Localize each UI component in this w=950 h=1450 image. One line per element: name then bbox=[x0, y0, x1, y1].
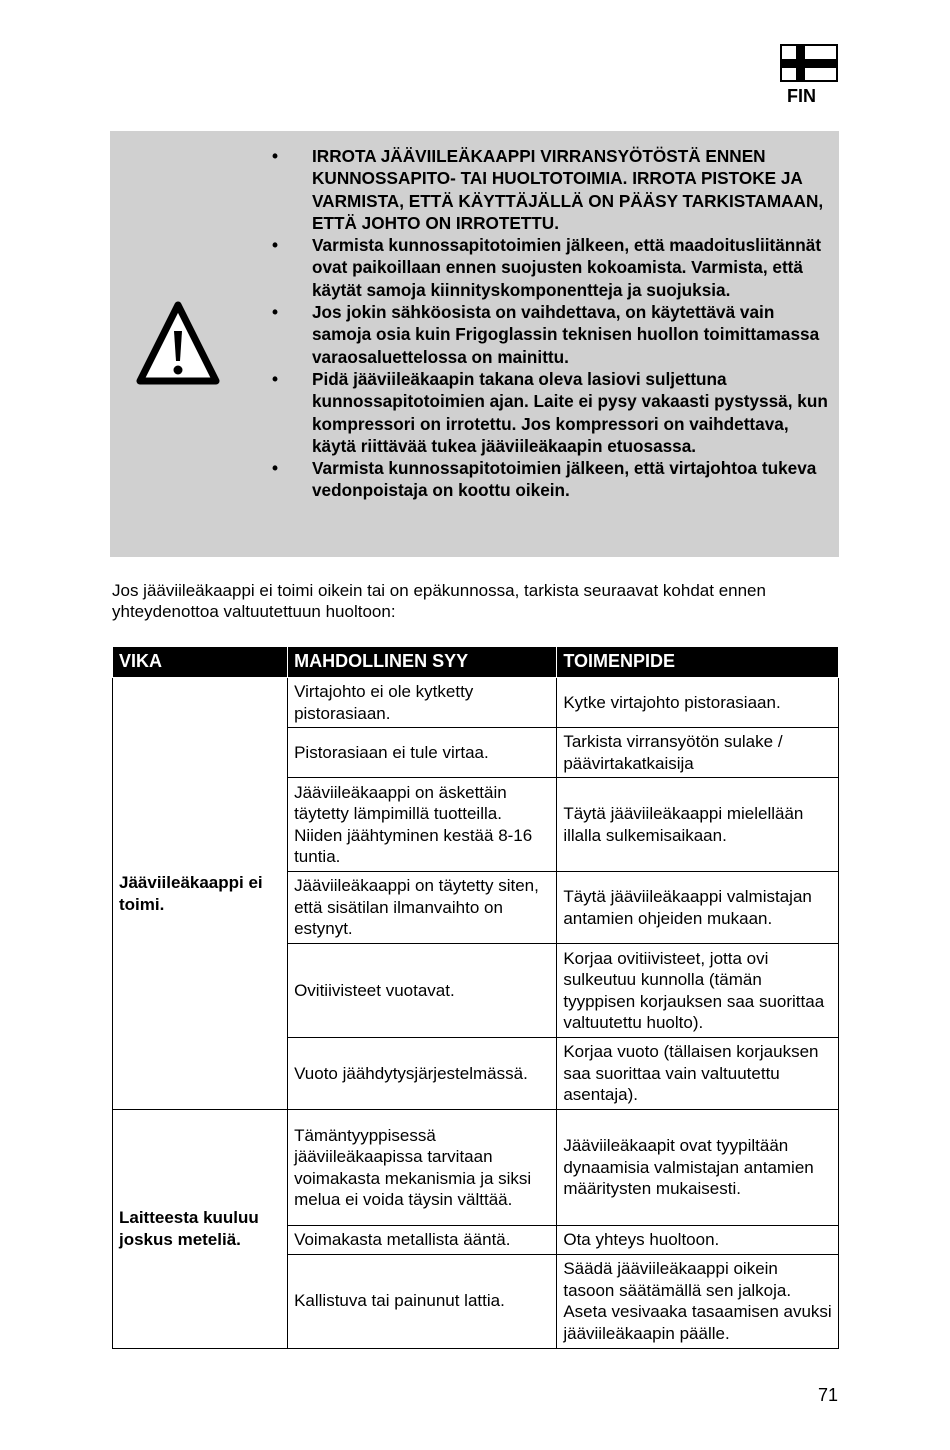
header-cause: MAHDOLLINEN SYY bbox=[288, 647, 557, 678]
action-cell: Jääviileäkaapit ovat tyypiltään dynaamisia valmistajan antamien määritysten mukaisesti. bbox=[557, 1110, 839, 1226]
troubleshooting-table bbox=[112, 646, 839, 1349]
cause-cell: Voimakasta metallista ääntä. bbox=[288, 1226, 557, 1255]
warning-item: • Jos jokin sähköosista on vaihdettava, on käytettävä vain samoja osia kuin Frigoglassin teknisen huollon toimittamassa varaosaluettelossa on mainittu. bbox=[272, 301, 832, 368]
table-row bbox=[113, 1110, 839, 1226]
table-row bbox=[113, 678, 839, 728]
warning-item: • Varmista kunnossapitotoimien jälkeen, että virtajohtoa tukeva vedonpoistaja on koottu oikein. bbox=[272, 457, 832, 502]
safety-warning-box bbox=[110, 131, 839, 557]
action-cell: Kytke virtajohto pistorasiaan. bbox=[557, 678, 839, 728]
cause-cell: Tämäntyyppisessä jääviileäkaapissa tarvitaan voimakasta mekanismia ja siksi melua ei voida täysin välttää. bbox=[288, 1110, 557, 1226]
action-cell: Täytä jääviileäkaappi mielellään illalla sulkemisaikaan. bbox=[557, 778, 839, 872]
cause-cell: Jääviileäkaappi on täytetty siten, että sisätilan ilmanvaihto on estynyt. bbox=[288, 872, 557, 944]
action-cell: Täytä jääviileäkaappi valmistajan antamien ohjeiden mukaan. bbox=[557, 872, 839, 944]
warning-item: • Varmista kunnossapitotoimien jälkeen, että maadoitusliitännät ovat paikoillaan ennen suojusten kokoamista. Varmista, että käytät samoja kiinnityskomponentteja ja suojuksia. bbox=[272, 234, 832, 301]
header-fault: VIKA bbox=[113, 647, 288, 678]
cause-cell: Kallistuva tai painunut lattia. bbox=[288, 1254, 557, 1348]
intro-paragraph: Jos jääviileäkaappi ei toimi oikein tai on epäkunnossa, tarkista seuraavat kohdat ennen yhteydenottoa valtuutettuun huoltoon: bbox=[112, 581, 766, 621]
action-cell: Säädä jääviileäkaappi oikein tasoon säätämällä sen jalkoja. Aseta vesivaaka tasaamisen avuksi jääviileäkaapin päälle. bbox=[557, 1254, 839, 1348]
action-cell: Korjaa vuoto (tällaisen korjauksen saa suorittaa vain valtuutettu asentaja). bbox=[557, 1038, 839, 1110]
header-action: TOIMENPIDE bbox=[557, 647, 839, 678]
cause-cell: Virtajohto ei ole kytketty pistorasiaan. bbox=[288, 678, 557, 728]
flag-cross-horizontal bbox=[782, 59, 836, 68]
warning-triangle-icon bbox=[136, 301, 246, 387]
cause-cell: Pistorasiaan ei tule virtaa. bbox=[288, 728, 557, 778]
warning-item: • Pidä jääviileäkaapin takana oleva lasiovi suljettuna kunnossapitotoimien ajan. Laite ei pysy vakaasti pystyssä, kun kompressori on irrotettu. Jos kompressori on vaihdettava, käytä riittävää tukea jääviileäkaapin etuosassa. bbox=[272, 368, 832, 457]
cause-cell: Vuoto jäähdytysjärjestelmässä. bbox=[288, 1038, 557, 1110]
language-code: FIN bbox=[787, 86, 816, 106]
warning-list bbox=[272, 145, 832, 502]
fault-cell: Laitteesta kuuluu joskus meteliä. bbox=[113, 1110, 288, 1349]
cause-cell: Ovitiivisteet vuotavat. bbox=[288, 944, 557, 1038]
fault-cell: Jääviileäkaappi ei toimi. bbox=[113, 678, 288, 1110]
action-cell: Korjaa ovitiivisteet, jotta ovi sulkeutuu kunnolla (tämän tyyppisen korjauksen saa suorittaa valtuutettu huolto). bbox=[557, 944, 839, 1038]
page-number: 71 bbox=[818, 1385, 839, 1405]
table-header-row bbox=[113, 647, 839, 678]
warning-item: • IRROTA JÄÄVIILEÄKAAPPI VIRRANSYÖTÖSTÄ ENNEN KUNNOSSAPITO- TAI HUOLTOTOIMIA. IRROTA PISTOKE JA VARMISTA, ETTÄ KÄYTTÄJÄLLÄ ON PÄÄSY TARKISTAMAAN, ETTÄ JOHTO ON IRROTETTU. bbox=[272, 145, 832, 234]
action-cell: Tarkista virransyötön sulake / päävirtakatkaisija bbox=[557, 728, 839, 778]
finland-flag-icon bbox=[780, 44, 838, 82]
action-cell: Ota yhteys huoltoon. bbox=[557, 1226, 839, 1255]
cause-cell: Jääviileäkaappi on äskettäin täytetty lämpimillä tuotteilla. Niiden jäähtyminen kestää 8-16 tuntia. bbox=[288, 778, 557, 872]
